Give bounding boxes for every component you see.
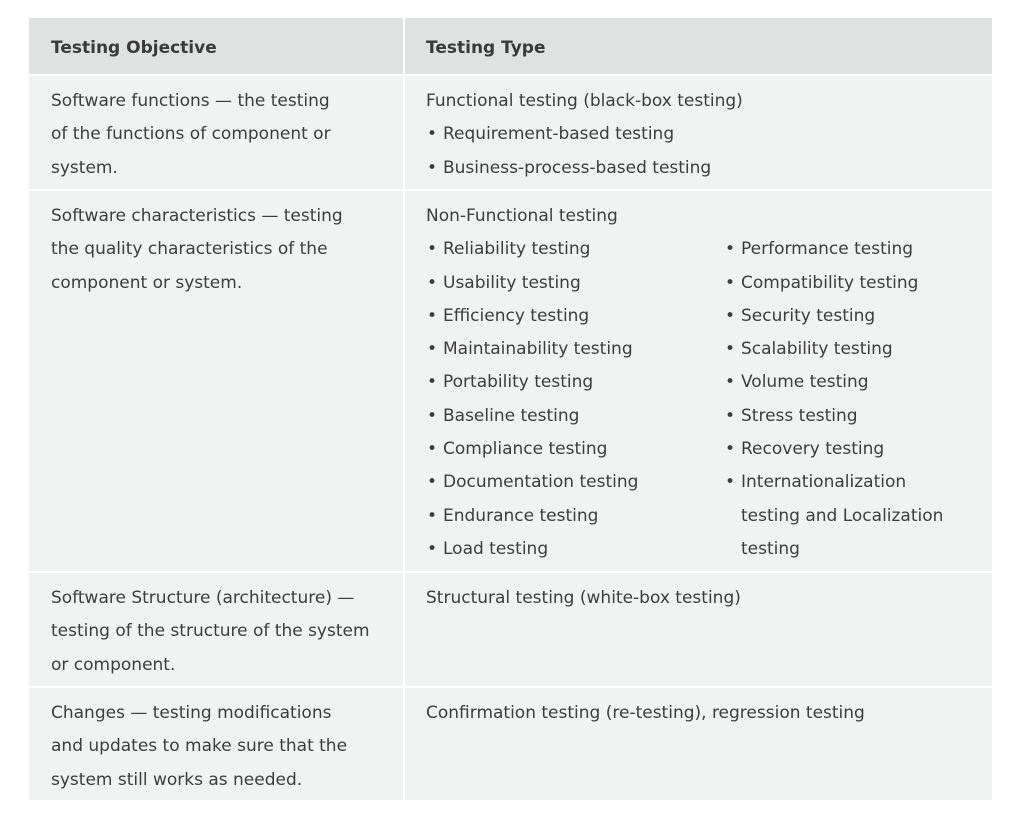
list-item: • Compliance testing [426, 433, 716, 466]
table-row [29, 688, 992, 800]
testing-type-cell [426, 582, 986, 615]
bullet-icon: • [427, 505, 438, 526]
table-row [29, 76, 992, 191]
objective-line: or component. [51, 654, 176, 675]
list-item: • Portability testing [426, 366, 716, 399]
bullet-icon: • [427, 405, 438, 426]
list-item: • Recovery testing [724, 433, 974, 466]
bullet-icon: • [427, 272, 438, 293]
testing-type-cell [426, 200, 986, 559]
objective-line: Changes — testing modifications [51, 703, 332, 723]
list-item: • Volume testing [724, 366, 974, 399]
bullet-icon: • [725, 272, 736, 293]
list-item: • Stress testing [724, 400, 974, 433]
objective-cell [51, 697, 395, 797]
testing-types-table [29, 18, 992, 800]
table-row [29, 573, 992, 688]
list-item: • Internationalization testing and Localization testing [724, 466, 974, 566]
testing-type-cell [426, 85, 986, 185]
bullet-icon: • [427, 305, 438, 326]
list-item: • Documentation testing [426, 466, 716, 499]
list-item: • Business-process-based testing [426, 152, 986, 185]
objective-line: of the functions of component or [51, 124, 331, 145]
objective-line: component or system. [51, 272, 243, 293]
bullet-icon: • [725, 372, 736, 393]
bullet-icon: • [725, 339, 736, 360]
bullet-icon: • [725, 305, 736, 326]
testing-type-title: Confirmation testing (re-testing), regression testing [426, 703, 865, 723]
list-item: • Load testing [426, 533, 716, 566]
objective-cell [51, 200, 395, 300]
bullet-icon: • [427, 124, 438, 145]
header-testing-type: Testing Type [426, 38, 546, 58]
testing-type-title: Structural testing (white-box testing) [426, 588, 741, 608]
testing-type-list-right [724, 233, 974, 566]
column-divider [403, 18, 405, 800]
objective-line: and updates to make sure that the [51, 736, 348, 757]
bullet-icon: • [427, 339, 438, 360]
bullet-icon: • [427, 439, 438, 460]
bullet-icon: • [725, 405, 736, 426]
testing-type-list [426, 118, 986, 185]
table-row [29, 191, 992, 573]
objective-line: system. [51, 157, 118, 178]
objective-line: testing of the structure of the system [51, 621, 370, 642]
objective-line: system still works as needed. [51, 769, 303, 790]
bullet-icon: • [725, 472, 736, 493]
list-item: • Efficiency testing [426, 300, 716, 333]
objective-line: Software characteristics — testing [51, 206, 343, 226]
list-item: • Security testing [724, 300, 974, 333]
testing-type-title: Functional testing (black-box testing) [426, 91, 743, 111]
objective-cell [51, 582, 395, 682]
list-item: • Scalability testing [724, 333, 974, 366]
bullet-icon: • [725, 439, 736, 460]
list-item: • Endurance testing [426, 500, 716, 533]
bullet-icon: • [725, 239, 736, 260]
table-header-row [29, 18, 992, 76]
objective-line: Software Structure (architecture) — [51, 588, 355, 608]
bullet-icon: • [427, 372, 438, 393]
testing-type-list-left [426, 233, 716, 566]
list-item: • Reliability testing [426, 233, 716, 266]
objective-cell [51, 85, 395, 185]
bullet-icon: • [427, 538, 438, 559]
bullet-icon: • [427, 239, 438, 260]
bullet-icon: • [427, 157, 438, 178]
list-item: • Compatibility testing [724, 267, 974, 300]
list-item: • Usability testing [426, 267, 716, 300]
objective-line: Software functions — the testing [51, 91, 330, 111]
objective-line: the quality characteristics of the [51, 239, 328, 260]
list-item: • Baseline testing [426, 400, 716, 433]
list-item: • Maintainability testing [426, 333, 716, 366]
testing-type-cell [426, 697, 986, 730]
list-item: • Performance testing [724, 233, 974, 266]
bullet-icon: • [427, 472, 438, 493]
list-item: • Requirement-based testing [426, 118, 986, 151]
header-testing-objective: Testing Objective [51, 38, 217, 58]
testing-type-title: Non-Functional testing [426, 206, 618, 226]
